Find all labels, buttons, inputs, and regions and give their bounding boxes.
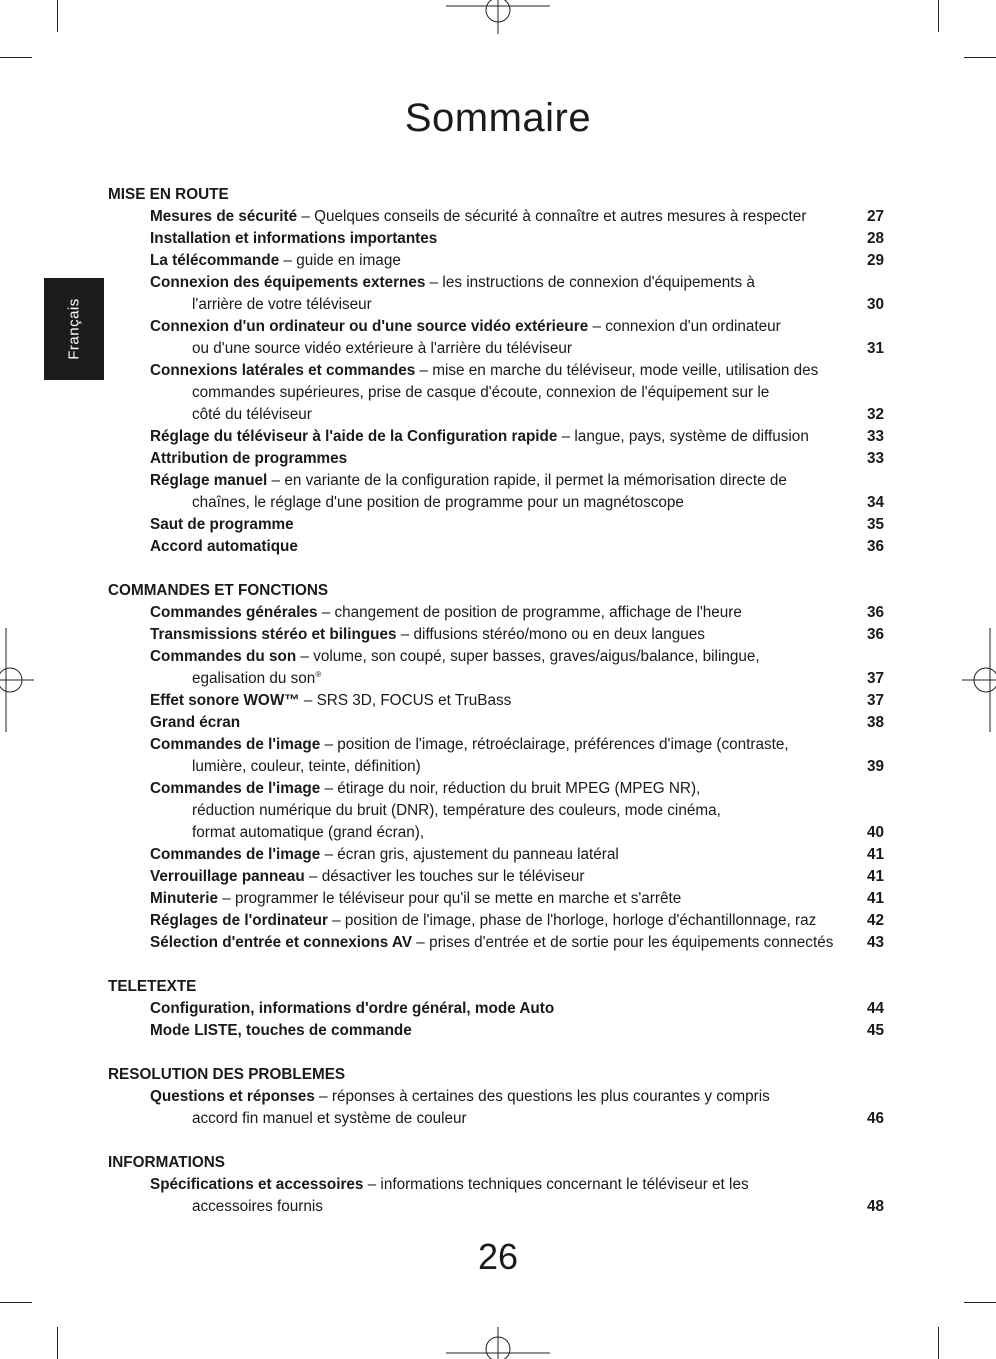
toc-entry-heading: Commandes du son xyxy=(150,648,297,665)
toc-entry[interactable] xyxy=(108,602,888,624)
toc-entry-description: – réponses à certaines des questions les plus courantes y compris xyxy=(314,1088,770,1105)
registration-mark-icon xyxy=(962,628,996,732)
toc-entry-line xyxy=(150,448,844,470)
toc-entry-heading: Spécifications et accessoires xyxy=(150,1176,364,1193)
toc-page-number: 32 xyxy=(866,406,884,423)
toc-entry-line xyxy=(150,602,844,624)
toc-entry-heading: Réglage du téléviseur à l'aide de la Configuration rapide xyxy=(150,428,558,445)
toc-entry-heading: Minuterie xyxy=(150,890,218,907)
toc-page-number: 48 xyxy=(866,1198,884,1215)
toc-entry-description: – diffusions stéréo/mono ou en deux langues xyxy=(396,626,705,643)
toc-entry-line xyxy=(150,646,844,668)
toc-entry-description: – Quelques conseils de sécurité à connaître et autres mesures à respecter xyxy=(297,208,807,225)
crop-mark xyxy=(964,57,996,58)
toc-entry-heading: Configuration, informations d'ordre général, mode Auto xyxy=(150,1000,555,1017)
toc-entry-line xyxy=(150,888,844,910)
toc-entry-heading: Commandes de l'image xyxy=(150,780,321,797)
toc-entry-line xyxy=(150,998,844,1020)
toc-entry-description: – volume, son coupé, super basses, graves/aigus/balance, bilingue, xyxy=(296,648,760,665)
toc-entry-description: – désactiver les touches sur le téléviseur xyxy=(304,868,585,885)
toc-entry-description: réduction numérique du bruit (DNR), température des couleurs, mode cinéma, xyxy=(192,802,721,819)
toc-entry[interactable] xyxy=(108,690,888,712)
toc-entry-heading: Connexions latérales et commandes xyxy=(150,362,416,379)
page-number: 26 xyxy=(477,1236,519,1277)
toc-entry-description: – guide en image xyxy=(279,252,401,269)
toc-entry-heading: Attribution de programmes xyxy=(150,450,348,467)
toc-entry-line xyxy=(150,228,844,250)
toc-entry-line xyxy=(150,1086,844,1108)
toc-entry-description: accessoires fournis xyxy=(192,1198,323,1215)
toc-entry[interactable] xyxy=(108,712,888,734)
toc-entry[interactable] xyxy=(108,514,888,536)
toc-entry-heading: Effet sonore WOW™ xyxy=(150,692,300,709)
toc-page-number: 33 xyxy=(866,428,884,445)
toc-section xyxy=(108,184,888,558)
toc-page-number: 33 xyxy=(866,450,884,467)
toc-entry[interactable] xyxy=(108,844,888,866)
crop-mark xyxy=(938,1327,939,1359)
toc-entry-heading: Verrouillage panneau xyxy=(150,868,305,885)
toc-entry-description: l'arrière de votre téléviseur xyxy=(192,296,372,313)
toc-entry-heading: Connexion d'un ordinateur ou d'une source vidéo extérieure xyxy=(150,318,589,335)
toc-page-number: 40 xyxy=(866,824,884,841)
toc-entry[interactable] xyxy=(108,360,888,426)
page-title: Sommaire xyxy=(404,96,592,140)
toc-entry-heading: Saut de programme xyxy=(150,516,294,533)
toc-entry[interactable] xyxy=(108,316,888,360)
toc-page-number: 45 xyxy=(866,1022,884,1039)
section-title: COMMANDES ET FONCTIONS xyxy=(108,582,329,599)
toc-entry-line xyxy=(150,272,844,294)
toc-entry-description: ou d'une source vidéo extérieure à l'arrière du téléviseur xyxy=(192,340,572,357)
toc-page-number: 43 xyxy=(866,934,884,951)
toc-entry-line xyxy=(150,712,844,734)
toc-entry-description: – étirage du noir, réduction du bruit MPEG (MPEG NR), xyxy=(320,780,701,797)
toc-entry-description: chaînes, le réglage d'une position de programme pour un magnétoscope xyxy=(192,494,684,511)
toc-entry[interactable] xyxy=(108,426,888,448)
toc-entry-heading: Commandes de l'image xyxy=(150,736,321,753)
toc-entry[interactable] xyxy=(108,228,888,250)
toc-entry-line xyxy=(150,316,844,338)
toc-entry[interactable] xyxy=(108,734,888,778)
toc-entry-heading: Réglages de l'ordinateur xyxy=(150,912,328,929)
toc-entry-line xyxy=(150,1196,844,1218)
toc-page-number: 35 xyxy=(866,516,884,533)
toc-entry-heading: Sélection d'entrée et connexions AV xyxy=(150,934,413,951)
section-title: MISE EN ROUTE xyxy=(108,186,229,203)
toc-entry-line xyxy=(150,844,844,866)
toc-entry[interactable] xyxy=(108,778,888,844)
toc-entry[interactable] xyxy=(108,206,888,228)
toc-entry-line xyxy=(150,624,844,646)
toc-entry-description: egalisation du son xyxy=(192,670,316,687)
toc-page-number: 36 xyxy=(866,604,884,621)
toc-entry-heading: Mode LISTE, touches de commande xyxy=(150,1022,412,1039)
toc-entry-description: lumière, couleur, teinte, définition) xyxy=(192,758,421,775)
toc-entry[interactable] xyxy=(108,470,888,514)
registration-mark-icon xyxy=(0,628,34,732)
toc-entry-description: – position de l'image, rétroéclairage, préférences d'image (contraste, xyxy=(320,736,789,753)
toc-entry[interactable] xyxy=(108,1020,888,1042)
toc-section xyxy=(108,1152,888,1218)
toc-entry-line xyxy=(150,778,844,800)
toc-entry-description: accord fin manuel et système de couleur xyxy=(192,1110,467,1127)
toc-entry-description: – langue, pays, système de diffusion xyxy=(557,428,809,445)
toc-entry[interactable] xyxy=(108,998,888,1020)
toc-entry-heading: Réglage manuel xyxy=(150,472,268,489)
toc-page-number: 44 xyxy=(866,1000,884,1017)
toc-entry-line xyxy=(150,492,844,514)
toc-entry-line xyxy=(150,514,844,536)
toc-entry-line xyxy=(150,294,844,316)
toc-entry-description: – mise en marche du téléviseur, mode veille, utilisation des xyxy=(415,362,819,379)
language-tab-label: Français xyxy=(65,298,83,360)
toc-entry[interactable] xyxy=(108,448,888,470)
toc-page-number: 41 xyxy=(866,890,884,907)
registration-mark-icon xyxy=(446,1327,550,1359)
toc-entry-description: – connexion d'un ordinateur xyxy=(588,318,781,335)
toc-page-number: 37 xyxy=(866,692,884,709)
toc-page-number: 37 xyxy=(866,670,884,687)
language-tab xyxy=(44,278,104,380)
toc-entry-line xyxy=(150,668,844,690)
toc-entry-heading: Questions et réponses xyxy=(150,1088,315,1105)
toc-entry-line xyxy=(150,338,844,360)
toc-entry[interactable] xyxy=(108,272,888,316)
toc-entry-line xyxy=(150,910,844,932)
toc-entry-line xyxy=(150,822,844,844)
toc-entry-description: – les instructions de connexion d'équipements à xyxy=(425,274,755,291)
toc-entry-line xyxy=(150,360,844,382)
table-of-contents xyxy=(108,184,888,1240)
toc-entry-line xyxy=(150,404,844,426)
toc-entry-description: – prises d'entrée et de sortie pour les équipements connectés xyxy=(412,934,834,951)
toc-entry-description: – changement de position de programme, affichage de l'heure xyxy=(317,604,742,621)
toc-entry[interactable] xyxy=(108,866,888,888)
toc-entry-line xyxy=(150,1174,844,1196)
toc-entry-line xyxy=(150,536,844,558)
toc-section xyxy=(108,1064,888,1130)
toc-entry-line xyxy=(150,690,844,712)
toc-entry-heading: Transmissions stéréo et bilingues xyxy=(150,626,397,643)
toc-entry-description: – position de l'image, phase de l'horloge, horloge d'échantillonnage, raz xyxy=(327,912,817,929)
crop-mark xyxy=(57,1327,58,1359)
toc-page-number: 38 xyxy=(866,714,884,731)
toc-entry-heading: Connexion des équipements externes xyxy=(150,274,426,291)
toc-entry[interactable] xyxy=(108,536,888,558)
crop-mark xyxy=(0,1302,32,1303)
toc-entry-description: côté du téléviseur xyxy=(192,406,312,423)
toc-entry-description: – programmer le téléviseur pour qu'il se mette en marche et s'arrête xyxy=(218,890,682,907)
toc-entry[interactable] xyxy=(108,250,888,272)
toc-entry-heading: La télécommande xyxy=(150,252,280,269)
toc-page-number: 41 xyxy=(866,868,884,885)
toc-entry-heading: Grand écran xyxy=(150,714,241,731)
toc-entry-line xyxy=(150,800,844,822)
toc-entry-heading: Commandes générales xyxy=(150,604,318,621)
toc-entry-line xyxy=(150,932,844,954)
toc-entry-description: – SRS 3D, FOCUS et TruBass xyxy=(299,692,512,709)
crop-mark xyxy=(57,0,58,32)
toc-page-number: 41 xyxy=(866,846,884,863)
section-title: TELETEXTE xyxy=(108,978,197,995)
toc-entry[interactable] xyxy=(108,646,888,690)
crop-mark xyxy=(938,0,939,32)
toc-entry[interactable] xyxy=(108,1174,888,1218)
toc-page-number: 27 xyxy=(866,208,884,225)
registration-mark-icon xyxy=(446,0,550,34)
toc-entry-heading: Commandes de l'image xyxy=(150,846,321,863)
toc-entry-heading: Accord automatique xyxy=(150,538,298,555)
toc-entry-line xyxy=(150,1108,844,1130)
crop-mark xyxy=(0,57,32,58)
toc-page-number: 29 xyxy=(866,252,884,269)
toc-section xyxy=(108,976,888,1042)
toc-page-number: 39 xyxy=(866,758,884,775)
toc-entry-line xyxy=(150,470,844,492)
toc-page-number: 36 xyxy=(866,538,884,555)
toc-entry-line xyxy=(150,426,844,448)
toc-entry-line xyxy=(150,250,844,272)
toc-page-number: 30 xyxy=(866,296,884,313)
toc-section xyxy=(108,580,888,954)
toc-entry-line xyxy=(150,1020,844,1042)
toc-entry-line xyxy=(150,382,844,404)
crop-mark xyxy=(964,1302,996,1303)
toc-entry-description: format automatique (grand écran), xyxy=(192,824,425,841)
toc-entry-line xyxy=(150,206,844,228)
toc-entry[interactable] xyxy=(108,888,888,910)
toc-entry-line xyxy=(150,756,844,778)
toc-page-number: 34 xyxy=(866,494,884,511)
toc-entry[interactable] xyxy=(108,624,888,646)
section-title: INFORMATIONS xyxy=(108,1154,225,1171)
toc-page-number: 28 xyxy=(866,230,884,247)
toc-entry-heading: Installation et informations importantes xyxy=(150,230,438,247)
toc-entry-description: – en variante de la configuration rapide, il permet la mémorisation directe de xyxy=(267,472,787,489)
toc-page-number: 36 xyxy=(866,626,884,643)
registered-mark: ® xyxy=(315,670,322,679)
toc-entry-description: – informations techniques concernant le téléviseur et les xyxy=(363,1176,749,1193)
section-title: RESOLUTION DES PROBLEMES xyxy=(108,1066,346,1083)
toc-entry-line xyxy=(150,734,844,756)
toc-entry[interactable] xyxy=(108,932,888,954)
toc-page-number: 31 xyxy=(866,340,884,357)
toc-entry[interactable] xyxy=(108,1086,888,1130)
toc-entry-description: commandes supérieures, prise de casque d'écoute, connexion de l'équipement sur le xyxy=(192,384,770,401)
toc-entry-line xyxy=(150,866,844,888)
toc-entry-description: – écran gris, ajustement du panneau latéral xyxy=(320,846,619,863)
toc-entry[interactable] xyxy=(108,910,888,932)
toc-page-number: 46 xyxy=(866,1110,884,1127)
toc-entry-heading: Mesures de sécurité xyxy=(150,208,298,225)
toc-page-number: 42 xyxy=(866,912,884,929)
